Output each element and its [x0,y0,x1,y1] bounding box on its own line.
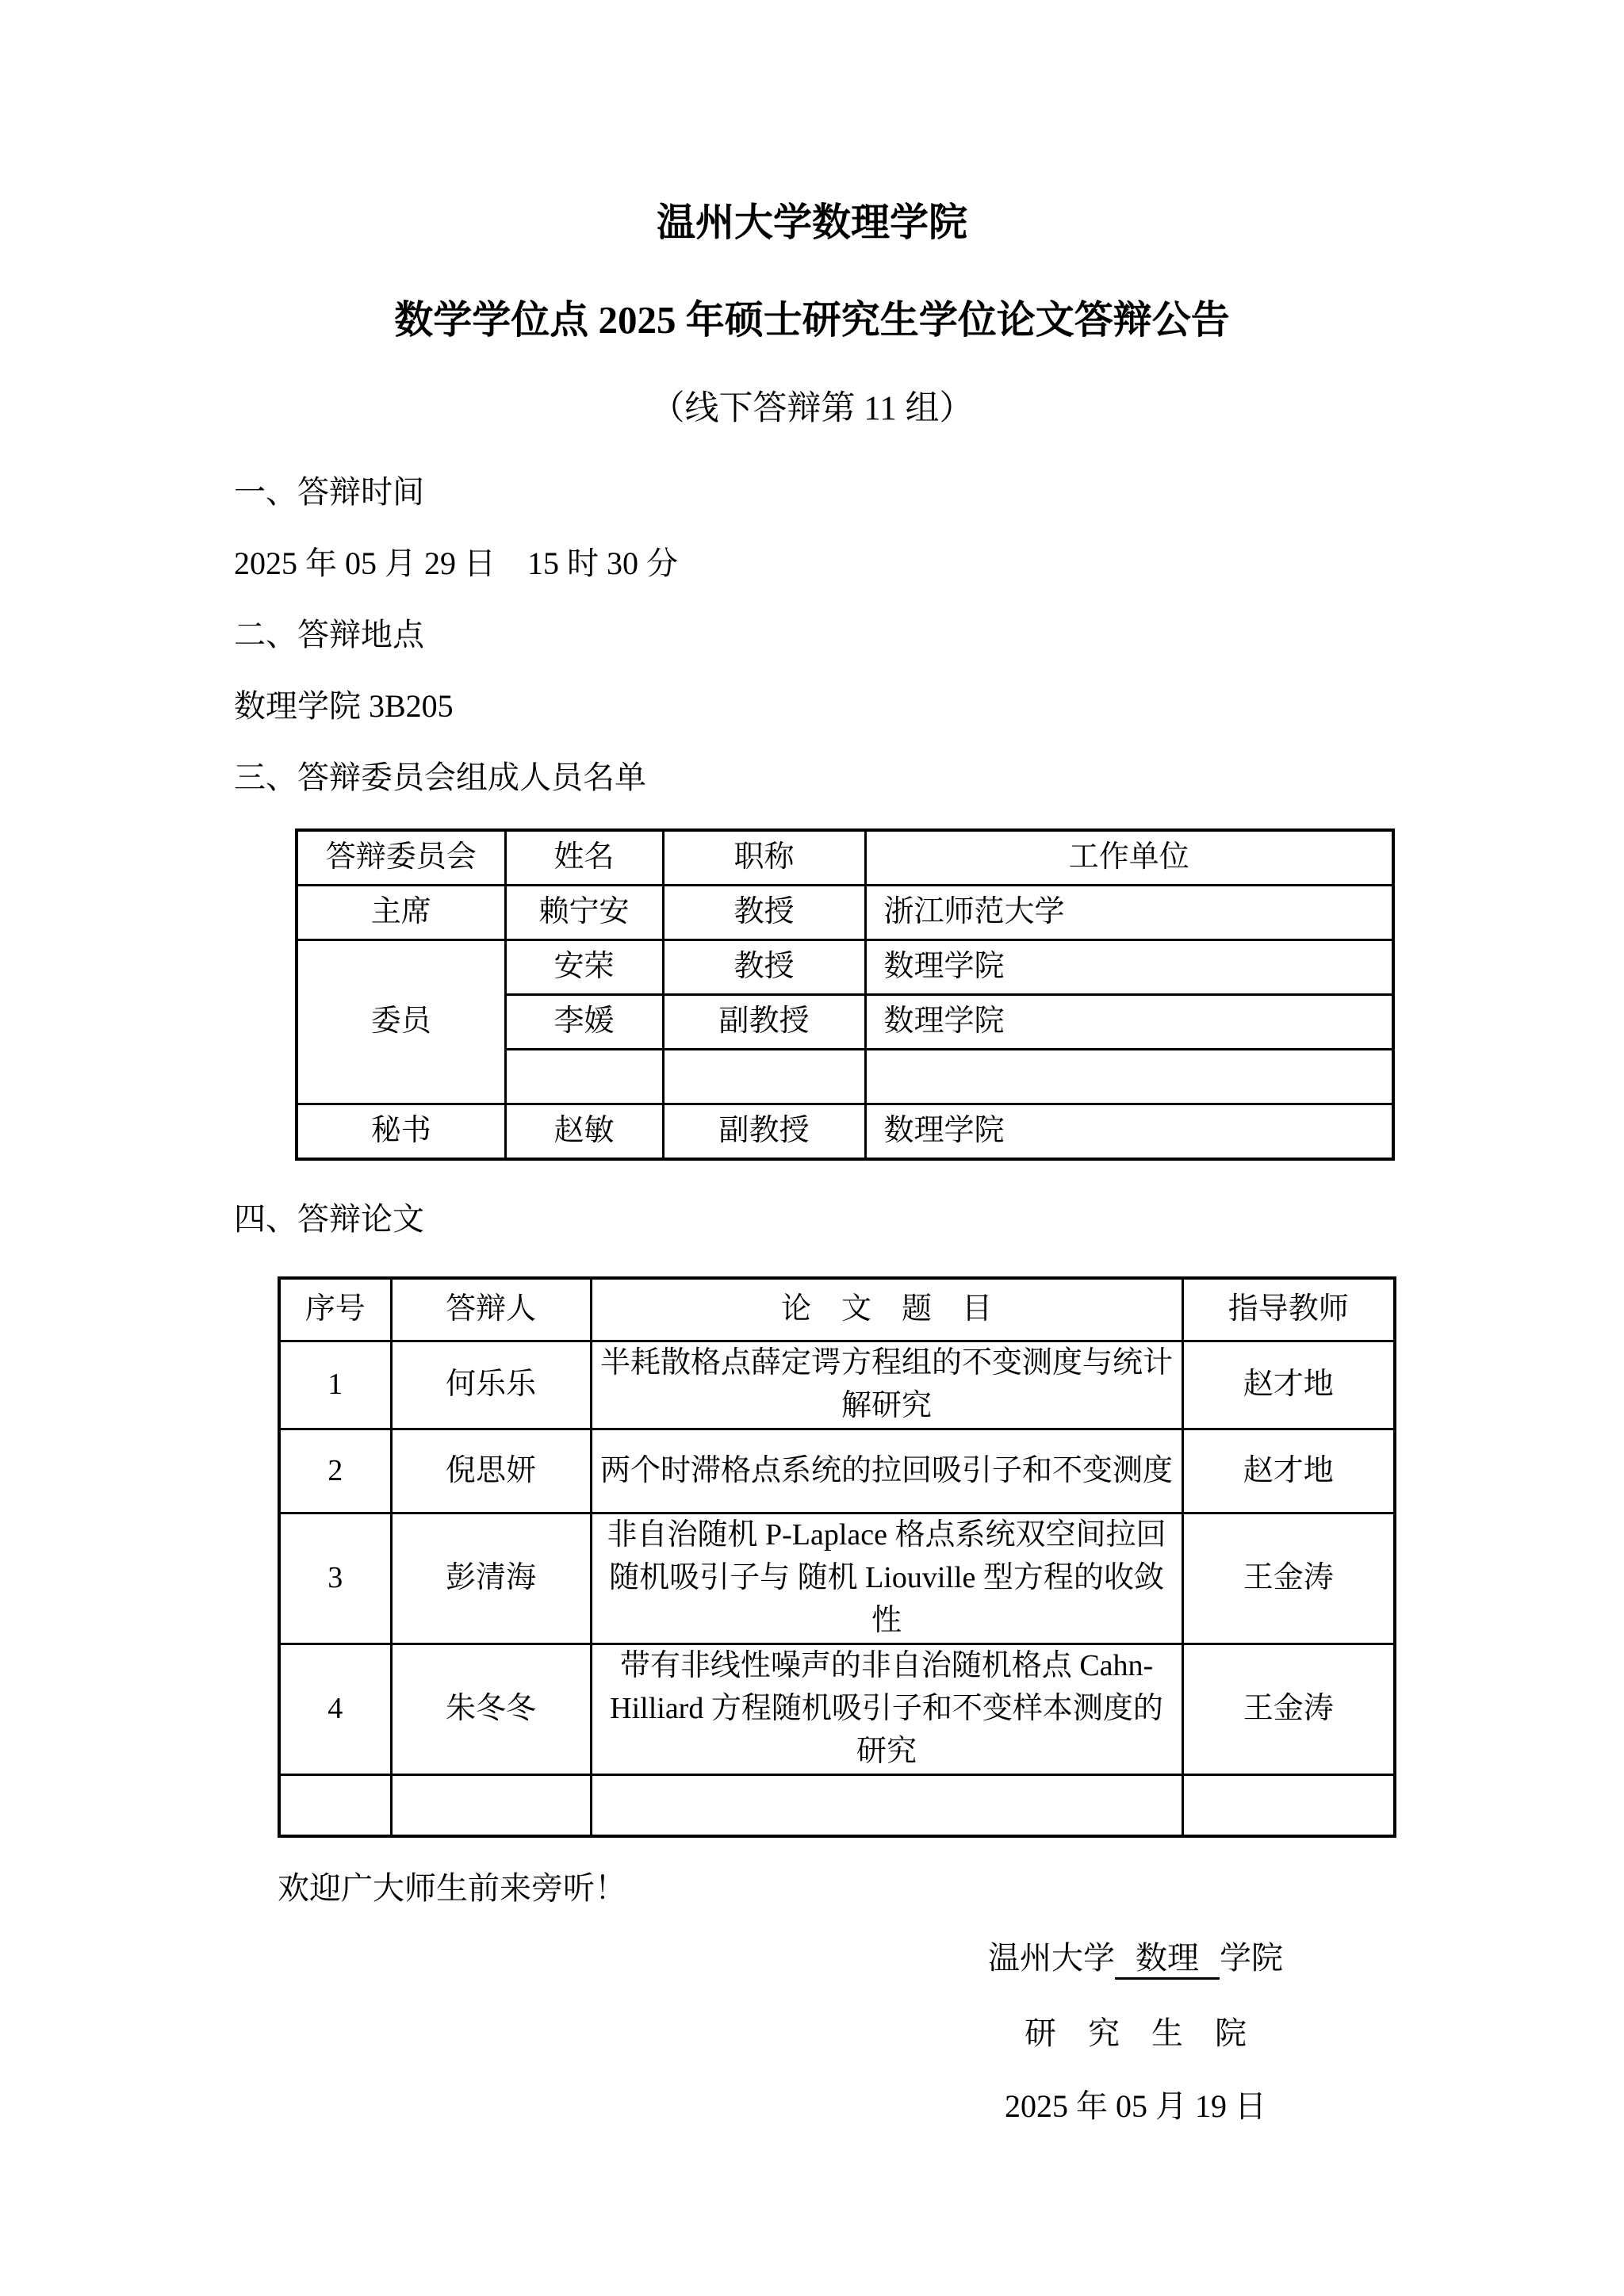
thesis-row-2 [279,1429,1395,1513]
defense-location-value: 数理学院 3B205 [234,688,454,725]
signature-block [988,1939,1283,2126]
no-cell: 2 [279,1429,391,1513]
role-cell: 主席 [297,886,505,940]
committee-row-chair [297,886,1393,940]
advisor-cell: 王金涛 [1182,1513,1395,1644]
name-cell: 李媛 [505,995,663,1050]
name-cell: 安荣 [505,940,663,995]
thesis-header-speaker: 答辩人 [391,1278,591,1341]
thesis-row-4 [279,1644,1395,1774]
no-cell: 4 [279,1644,391,1774]
org-cell [865,1050,1393,1104]
committee-header-row [297,830,1393,886]
thesis-table [278,1276,1396,1838]
thesis-header-advisor: 指导教师 [1182,1278,1395,1341]
thesis-title-cell: 两个时滞格点系统的拉回吸引子和不变测度 [591,1429,1182,1513]
thesis-row-3 [279,1513,1395,1644]
signature-date: 2025 年 05 月 19 日 [1005,2088,1266,2125]
signature-org-line [988,1939,1283,1980]
thesis-title-cell [591,1774,1182,1836]
thesis-header-no: 序号 [279,1278,391,1341]
committee-table [295,828,1395,1161]
document-title-line2: 数学学位点 2025 年硕士研究生学位论文答辩公告 [394,297,1230,342]
no-cell: 3 [279,1513,391,1644]
speaker-cell: 彭清海 [391,1513,591,1644]
role-cell: 秘书 [297,1104,505,1160]
committee-header-name: 姓名 [505,830,663,886]
section1-heading: 一、答辩时间 [234,474,424,511]
committee-header-title: 职称 [663,830,865,886]
section3-heading: 三、答辩委员会组成人员名单 [234,760,646,796]
title-cell: 教授 [663,886,865,940]
thesis-header-row [279,1278,1395,1341]
speaker-cell: 何乐乐 [391,1341,591,1429]
thesis-row-1 [279,1341,1395,1429]
defense-time-value: 2025 年 05 月 29 日 15 时 30 分 [234,545,678,582]
org-cell: 数理学院 [865,1104,1393,1160]
signature-org-suffix: 学院 [1220,1940,1283,1976]
document-title-line1: 温州大学数理学院 [656,201,967,244]
role-cell-members: 委员 [297,940,505,1104]
committee-row-member1 [297,940,1393,995]
no-cell [279,1774,391,1836]
document-subtitle-group: （线下答辩第 11 组） [650,389,974,427]
org-cell: 数理学院 [865,995,1393,1050]
signature-graduate-school: 研 究 生 院 [1025,2015,1247,2052]
speaker-cell: 朱冬冬 [391,1644,591,1774]
advisor-cell [1182,1774,1395,1836]
name-cell: 赖宁安 [505,886,663,940]
thesis-header-title: 论 文 题 目 [591,1278,1182,1341]
title-cell: 副教授 [663,995,865,1050]
thesis-title-cell: 带有非线性噪声的非自治随机格点 Cahn-Hilliard 方程随机吸引子和不变样本测度的研究 [591,1644,1182,1774]
advisor-cell: 王金涛 [1182,1644,1395,1774]
welcome-note: 欢迎广大师生前来旁听！ [278,1870,626,1907]
speaker-cell: 倪思妍 [391,1429,591,1513]
section4-heading: 四、答辩论文 [234,1201,424,1238]
org-cell: 数理学院 [865,940,1393,995]
name-cell: 赵敏 [505,1104,663,1160]
committee-row-secretary [297,1104,1393,1160]
speaker-cell [391,1774,591,1836]
org-cell: 浙江师范大学 [865,886,1393,940]
thesis-title-cell: 非自治随机 P-Laplace 格点系统双空间拉回随机吸引子与 随机 Liouville 型方程的收敛性 [591,1513,1182,1644]
title-cell [663,1050,865,1104]
signature-org-underlined: 数理 [1115,1939,1220,1980]
no-cell: 1 [279,1341,391,1429]
name-cell [505,1050,663,1104]
committee-header-role: 答辩委员会 [297,830,505,886]
title-cell: 教授 [663,940,865,995]
advisor-cell: 赵才地 [1182,1341,1395,1429]
section2-heading: 二、答辩地点 [234,617,424,653]
thesis-row-empty [279,1774,1395,1836]
thesis-title-cell: 半耗散格点薛定谔方程组的不变测度与统计解研究 [591,1341,1182,1429]
advisor-cell: 赵才地 [1182,1429,1395,1513]
signature-org-prefix: 温州大学 [988,1940,1115,1976]
title-cell: 副教授 [663,1104,865,1160]
committee-header-org: 工作单位 [865,830,1393,886]
